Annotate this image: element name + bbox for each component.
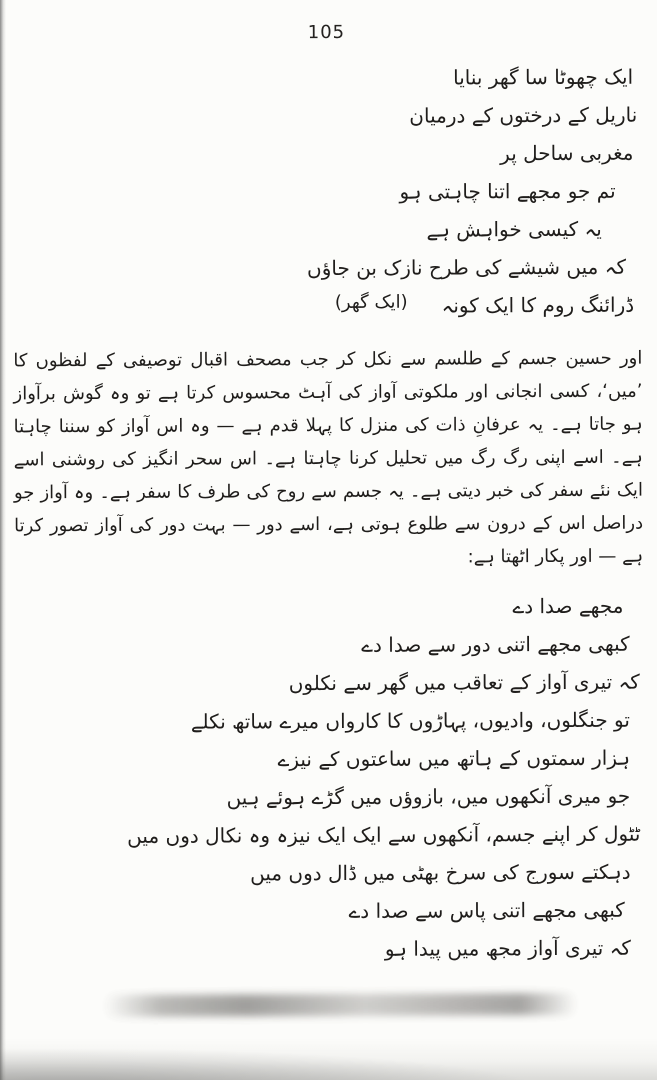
poem-line: یہ کیسی خواہش ہے (426, 216, 602, 242)
poem-line: کہ میں شیشے کی طرح نازک بن جاؤں (306, 254, 627, 281)
poem-line: کبھی مجھے اتنی دور سے صدا دے (361, 631, 630, 657)
poem-line: مغربی ساحل پر (500, 140, 634, 166)
poem-line: ناریل کے درختوں کے درمیان (409, 102, 638, 128)
poem-line: ٹٹول کر اپنے جسم، آنکھوں سے ایک ایک نیزہ وہ نکال دوں میں (127, 821, 641, 848)
poem-excerpt-bottom (12, 587, 647, 970)
poem-excerpt-top (10, 58, 644, 329)
page-number: 105 (307, 21, 346, 44)
poem-line: دہکتے سورج کی سرخ بھٹی میں ڈال دوں میں (250, 859, 631, 886)
poem-line: کہ تیری آواز کے تعاقب میں گھر سے نکلوں (288, 669, 640, 696)
poem-line: کہ تیری آواز مجھ میں پیدا ہو (384, 935, 631, 961)
poem-line: مجھے صدا دے (512, 593, 624, 619)
poem-attribution: (ایک گھر) (334, 291, 408, 313)
poem-line: ہزار سمتوں کے ہاتھ میں ساعتوں کے نیزے (277, 745, 631, 772)
poem-line: تو جنگلوں، وادیوں، پہاڑوں کا کارواں میرے ساتھ نکلے (190, 707, 630, 734)
poem-line: ڈرائنگ روم کا ایک کونہ (441, 292, 635, 318)
poem-line: جو میری آنکھوں میں، بازوؤں میں گڑے ہوئے ہیں (226, 783, 631, 810)
ink-smudge-artifact (104, 993, 577, 1017)
poem-line-with-attribution (11, 286, 644, 329)
poem-line: ایک چھوٹا سا گھر بنایا (453, 64, 634, 90)
prose-paragraph: اور حسین جسم کے طلسم سے نکل کر جب مصحف اقبال توصیفی کے لفظوں کا ’میں‘، کسی انجانی اور ملکوتی آواز کی آہٹ محسوس کرتا ہے تو وہ گوش برآواز ہو جاتا ہے۔ یہ عرفانِ ذات کی منزل کا پہلا قدم ہے — وہ اس آواز کو سننا چاہتا ہے۔ اسے اپنی رگ رگ میں تحلیل کرنا چاہتا ہے۔ اس سحر انگیز کی روشنی اسے ایک نئے سفر کی خبر دیتی ہے۔ یہ جسم سے روح کی طرف کا سفر ہے۔ وہ آواز جو دراصل اس کے درون سے طلوع ہوتی ہے، اسے دور — بہت دور کی آواز تصور کرتا ہے — اور پکار اٹھتا ہے: (13, 347, 644, 568)
poem-line: کبھی مجھے اتنی پاس سے صدا دے (348, 897, 625, 923)
poem-line: تم جو مجھے اتنا چاہتی ہو (399, 178, 616, 204)
